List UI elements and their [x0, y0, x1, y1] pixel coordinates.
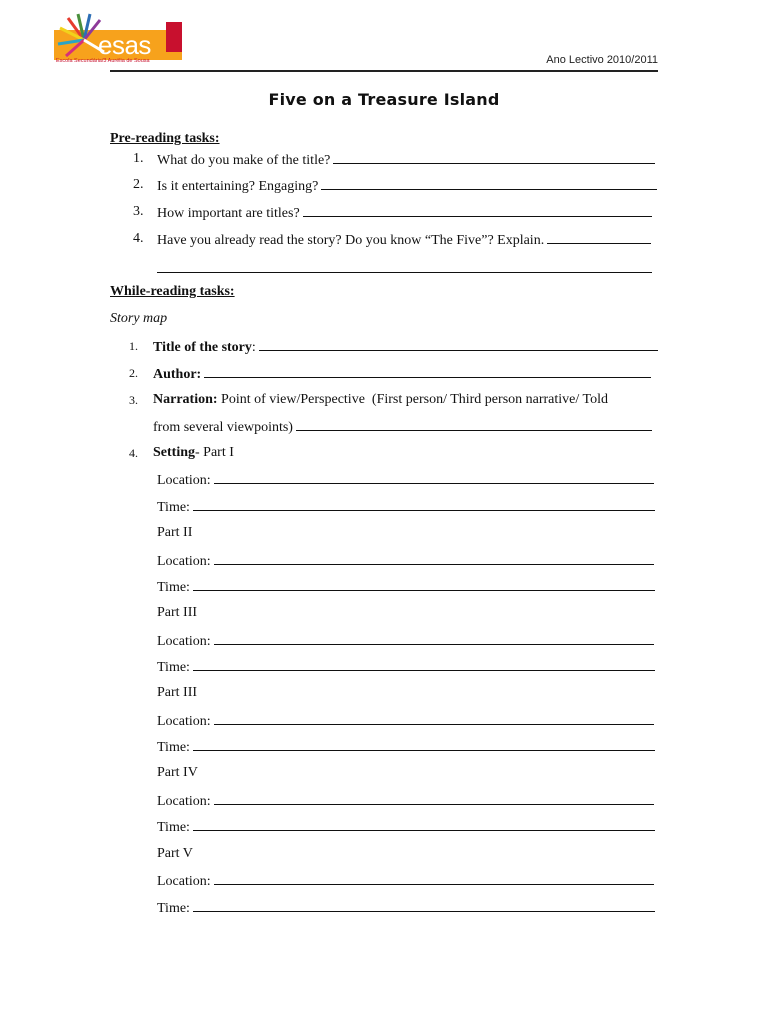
answer-line[interactable]: [157, 272, 652, 273]
pre-item-1: [157, 150, 655, 170]
map-item-1-num: 1.: [129, 339, 138, 353]
setting-time-row: Time:: [157, 577, 655, 597]
answer-line[interactable]: [333, 150, 655, 164]
map-item-4: Setting - Part I: [153, 445, 234, 460]
answer-line[interactable]: [321, 176, 657, 190]
answer-line[interactable]: [193, 898, 655, 912]
pre-item-3-num: 3.: [133, 204, 144, 219]
answer-line[interactable]: [296, 417, 652, 431]
school-logo: [54, 12, 184, 68]
setting-part-label: Part V: [157, 846, 193, 861]
story-map-subheading: Story map: [110, 311, 168, 326]
setting-time-row: Time:: [157, 737, 655, 757]
answer-line[interactable]: [214, 711, 654, 725]
setting-part-label: Part IV: [157, 765, 198, 780]
setting-part-label: Part III: [157, 685, 198, 700]
setting-time-row: Time:: [157, 817, 655, 837]
pre-reading-heading: Pre-reading tasks:: [110, 131, 220, 146]
map-item-2: [153, 364, 651, 384]
map-item-3-num: 3.: [129, 393, 138, 407]
setting-time-row: Time:: [157, 497, 655, 517]
pre-item-1-num: 1.: [133, 151, 144, 166]
map-item-3-label: Narration:: [153, 392, 218, 407]
map-item-1: Title of the story :: [153, 337, 658, 357]
setting-location-row: Location:: [157, 470, 654, 490]
answer-line[interactable]: [193, 577, 655, 591]
setting-location-row: Location:: [157, 551, 654, 571]
answer-line[interactable]: [214, 871, 654, 885]
map-item-2-num: 2.: [129, 366, 138, 380]
setting-location-row: Location:: [157, 871, 654, 891]
logo-school-name: Escola Secundária/3 Aurélia de Sousa: [56, 58, 150, 64]
answer-line[interactable]: [214, 631, 654, 645]
pre-item-4-num: 4.: [133, 231, 144, 246]
while-reading-heading: While-reading tasks:: [110, 284, 235, 299]
answer-line[interactable]: [547, 230, 651, 244]
answer-line[interactable]: [193, 657, 655, 671]
pre-item-2-num: 2.: [133, 177, 144, 192]
answer-line[interactable]: [214, 551, 654, 565]
pre-item-4: [157, 230, 651, 250]
map-item-3: [153, 391, 658, 409]
map-item-3-cont: from several viewpoints): [153, 417, 652, 437]
map-item-3-text: Point of view/Perspective (First person/ Third person narrative/ Told: [217, 392, 608, 407]
answer-line[interactable]: [193, 817, 655, 831]
answer-line[interactable]: [214, 791, 654, 805]
answer-line[interactable]: [193, 737, 655, 751]
setting-location-row: Location:: [157, 631, 654, 651]
setting-part-label: Part II: [157, 525, 193, 540]
answer-line[interactable]: [193, 497, 655, 511]
pre-item-2: [157, 176, 657, 196]
page-title: Five on a Treasure Island: [268, 90, 500, 109]
answer-line[interactable]: [214, 470, 654, 484]
logo-abbr: esas: [98, 30, 151, 60]
setting-part-label: Part III: [157, 605, 198, 620]
answer-line[interactable]: [303, 203, 652, 217]
pre-item-2-text: Is it entertaining? Engaging?: [157, 179, 319, 194]
header-divider: [110, 70, 658, 72]
pre-item-4-text: Have you already read the story? Do you know “The Five”? Explain.: [157, 233, 545, 248]
school-year: Ano Lectivo 2010/2011: [546, 54, 658, 66]
map-item-4-num: 4.: [129, 446, 138, 460]
map-item-4-label: Setting: [153, 445, 195, 460]
setting-time-row: Time:: [157, 898, 655, 918]
setting-location-row: Location:: [157, 791, 654, 811]
pre-item-3-text: How important are titles?: [157, 206, 300, 221]
setting-time-row: Time:: [157, 657, 655, 677]
map-item-1-label: Title of the story: [153, 340, 252, 355]
answer-line[interactable]: [204, 364, 651, 378]
answer-line[interactable]: [259, 337, 658, 351]
pre-item-3: [157, 203, 652, 223]
map-item-2-label: Author:: [153, 367, 202, 382]
pre-item-1-text: What do you make of the title?: [157, 153, 331, 168]
setting-location-row: Location:: [157, 711, 654, 731]
